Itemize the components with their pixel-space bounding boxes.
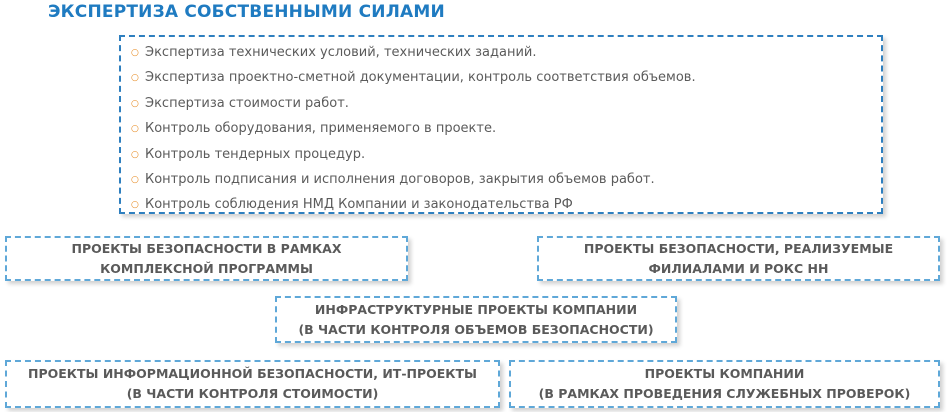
- box-line: ФИЛИАЛАМИ И РОКС НН: [648, 260, 829, 276]
- list-item: [131, 91, 881, 116]
- list-item: [131, 65, 881, 90]
- list-item: [131, 167, 881, 192]
- list-item-text: Контроль оборудования, применяемого в проекте.: [145, 121, 497, 137]
- list-item: [131, 40, 881, 65]
- list-item-text: Контроль тендерных процедур.: [145, 146, 366, 162]
- infrastructure-projects-box: [275, 296, 677, 343]
- circle-bullet-icon: ○: [131, 48, 139, 58]
- circle-bullet-icon: ○: [131, 149, 139, 160]
- list-item: [131, 192, 881, 217]
- list-item-text: Контроль соблюдения НМД Компании и законодательства РФ: [145, 197, 573, 213]
- list-item-text: Экспертиза технических условий, технических заданий.: [145, 45, 537, 60]
- list-item: [131, 142, 881, 167]
- box-line: (В ЧАСТИ КОНТРОЛЯ ОБЪЕМОВ БЕЗОПАСНОСТИ): [298, 321, 654, 337]
- box-line: (В ЧАСТИ КОНТРОЛЯ СТОИМОСТИ): [126, 386, 379, 401]
- circle-bullet-icon: ○: [131, 124, 139, 135]
- box-line: ПРОЕКТЫ КОМПАНИИ: [644, 366, 805, 381]
- circle-bullet-icon: ○: [131, 174, 139, 185]
- list-item-text: Контроль подписания и исполнения договоров, закрытия объемов работ.: [145, 171, 655, 187]
- circle-bullet-icon: ○: [131, 73, 139, 84]
- box-line: КОМПЛЕКСНОЙ ПРОГРАММЫ: [100, 260, 313, 276]
- list-item: [131, 116, 881, 141]
- circle-bullet-icon: ○: [131, 98, 139, 109]
- box-line: ИНФРАСТРУКТУРНЫЕ ПРОЕКТЫ КОМПАНИИ: [314, 301, 638, 317]
- box-line: ПРОЕКТЫ ИНФОРМАЦИОННОЙ БЕЗОПАСНОСТИ, ИТ-ПРОЕКТЫ: [28, 366, 477, 381]
- expertise-list-box: [119, 35, 883, 214]
- expertise-list: [121, 37, 881, 218]
- company-projects-box: [509, 360, 940, 408]
- security-complex-program-box: [5, 236, 408, 281]
- section-title: ЭКСПЕРТИЗА СОБСТВЕННЫМИ СИЛАМИ: [48, 2, 445, 22]
- box-line: (В РАМКАХ ПРОВЕДЕНИЯ СЛУЖЕБНЫХ ПРОВЕРОК): [538, 386, 911, 401]
- list-item-text: Экспертиза проектно-сметной документации, контроль соответствия объемов.: [145, 70, 696, 86]
- box-line: ПРОЕКТЫ БЕЗОПАСНОСТИ, РЕАЛИЗУЕМЫЕ: [583, 240, 894, 256]
- list-item-text: Экспертиза стоимости работ.: [145, 95, 349, 111]
- box-line: ПРОЕКТЫ БЕЗОПАСНОСТИ В РАМКАХ: [71, 240, 342, 256]
- infosec-it-projects-box: [5, 360, 500, 408]
- security-branches-box: [537, 236, 940, 281]
- circle-bullet-icon: ○: [131, 200, 139, 211]
